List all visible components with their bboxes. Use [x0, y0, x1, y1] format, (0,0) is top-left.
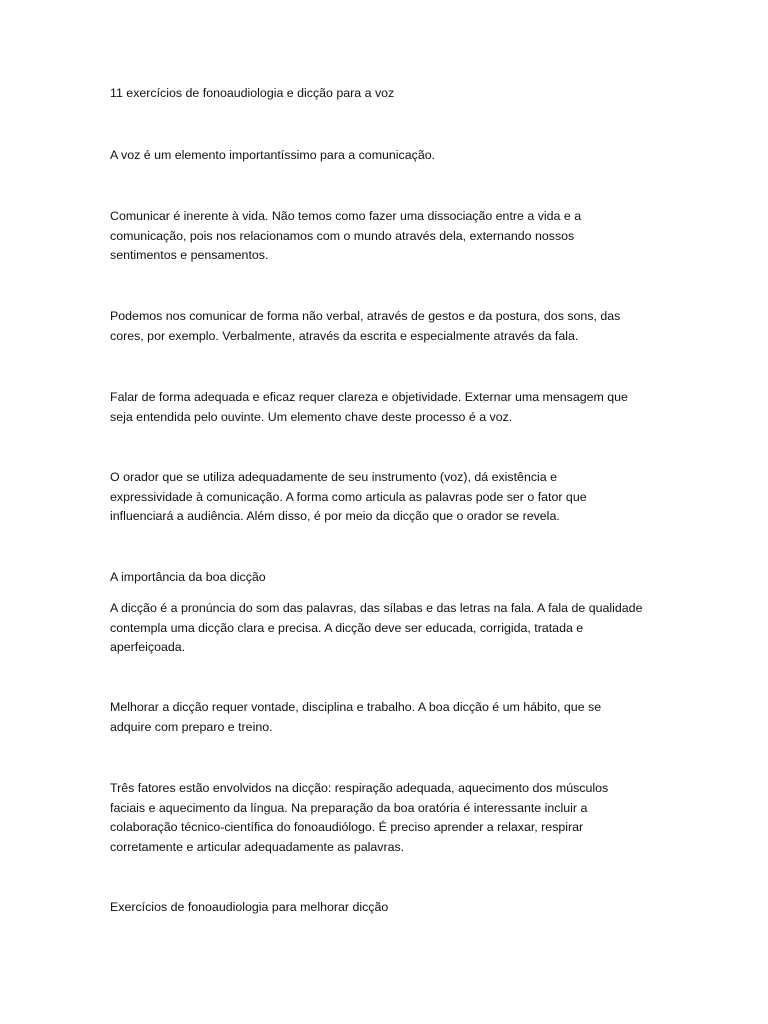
paragraph-4-line-1: Falar de forma adequada e eficaz requer clareza e objetividade. Externar uma mensagem que	[110, 390, 628, 404]
section-heading-importancia: A importância da boa dicção	[110, 570, 266, 584]
section1-paragraph-3-line-2: faciais e aquecimento da língua. Na preparação da boa oratória é interessante incluir a	[110, 800, 588, 815]
section1-paragraph-1-line-2: contempla uma dicção clara e precisa. A dicção deve ser educada, corrigida, tratada e	[110, 620, 584, 635]
paragraph-2-line-1: Comunicar é inerente à vida. Não temos como fazer uma dissociação entre a vida e a	[110, 209, 582, 223]
section1-paragraph-3-line-1: Três fatores estão envolvidos na dicção: respiração adequada, aquecimento dos músculos	[110, 781, 609, 795]
paragraph-3-line-1: Podemos nos comunicar de forma não verbal, através de gestos e da postura, dos sons, das	[110, 309, 621, 323]
document-title: 11 exercícios de fonoaudiologia e dicção para a voz	[110, 86, 395, 100]
section1-paragraph-2-line-1: Melhorar a dicção requer vontade, disciplina e trabalho. A boa dicção é um hábito, que se	[110, 700, 602, 714]
paragraph-1-line-1: A voz é um elemento importantíssimo para a comunicação.	[110, 148, 436, 162]
paragraph-2-line-3: sentimentos e pensamentos.	[110, 248, 269, 262]
section1-paragraph-3-line-4: corretamente e articular adequadamente as palavras.	[110, 839, 405, 854]
section-heading-exercicios: Exercícios de fonoaudiologia para melhorar dicção	[110, 900, 389, 914]
paragraph-5-line-2: expressividade à comunicação. A forma como articula as palavras pode ser o fator que	[110, 489, 587, 504]
section1-paragraph-3-line-3: colaboração técnico-científica do fonoaudiólogo. É preciso aprender a relaxar, respirar	[110, 820, 584, 834]
section1-paragraph-1-line-1: A dicção é a pronúncia do som das palavras, das sílabas e das letras na fala. A fala de qualidade	[110, 601, 643, 615]
section1-paragraph-2-line-2: adquire com preparo e treino.	[110, 719, 273, 734]
paragraph-4-line-2: seja entendida pelo ouvinte. Um elemento chave deste processo é a voz.	[110, 409, 513, 424]
paragraph-5-line-3: influenciará a audiência. Além disso, é por meio da dicção que o orador se revela.	[110, 509, 560, 523]
paragraph-3-line-2: cores, por exemplo. Verbalmente, através da escrita e especialmente através da fala.	[110, 328, 579, 343]
section1-paragraph-1-line-3: aperfeiçoada.	[110, 640, 186, 654]
paragraph-5-line-1: O orador que se utiliza adequadamente de seu instrumento (voz), dá existência e	[110, 470, 558, 484]
paragraph-2-line-2: comunicação, pois nos relacionamos com o mundo através dela, externando nossos	[110, 228, 575, 243]
